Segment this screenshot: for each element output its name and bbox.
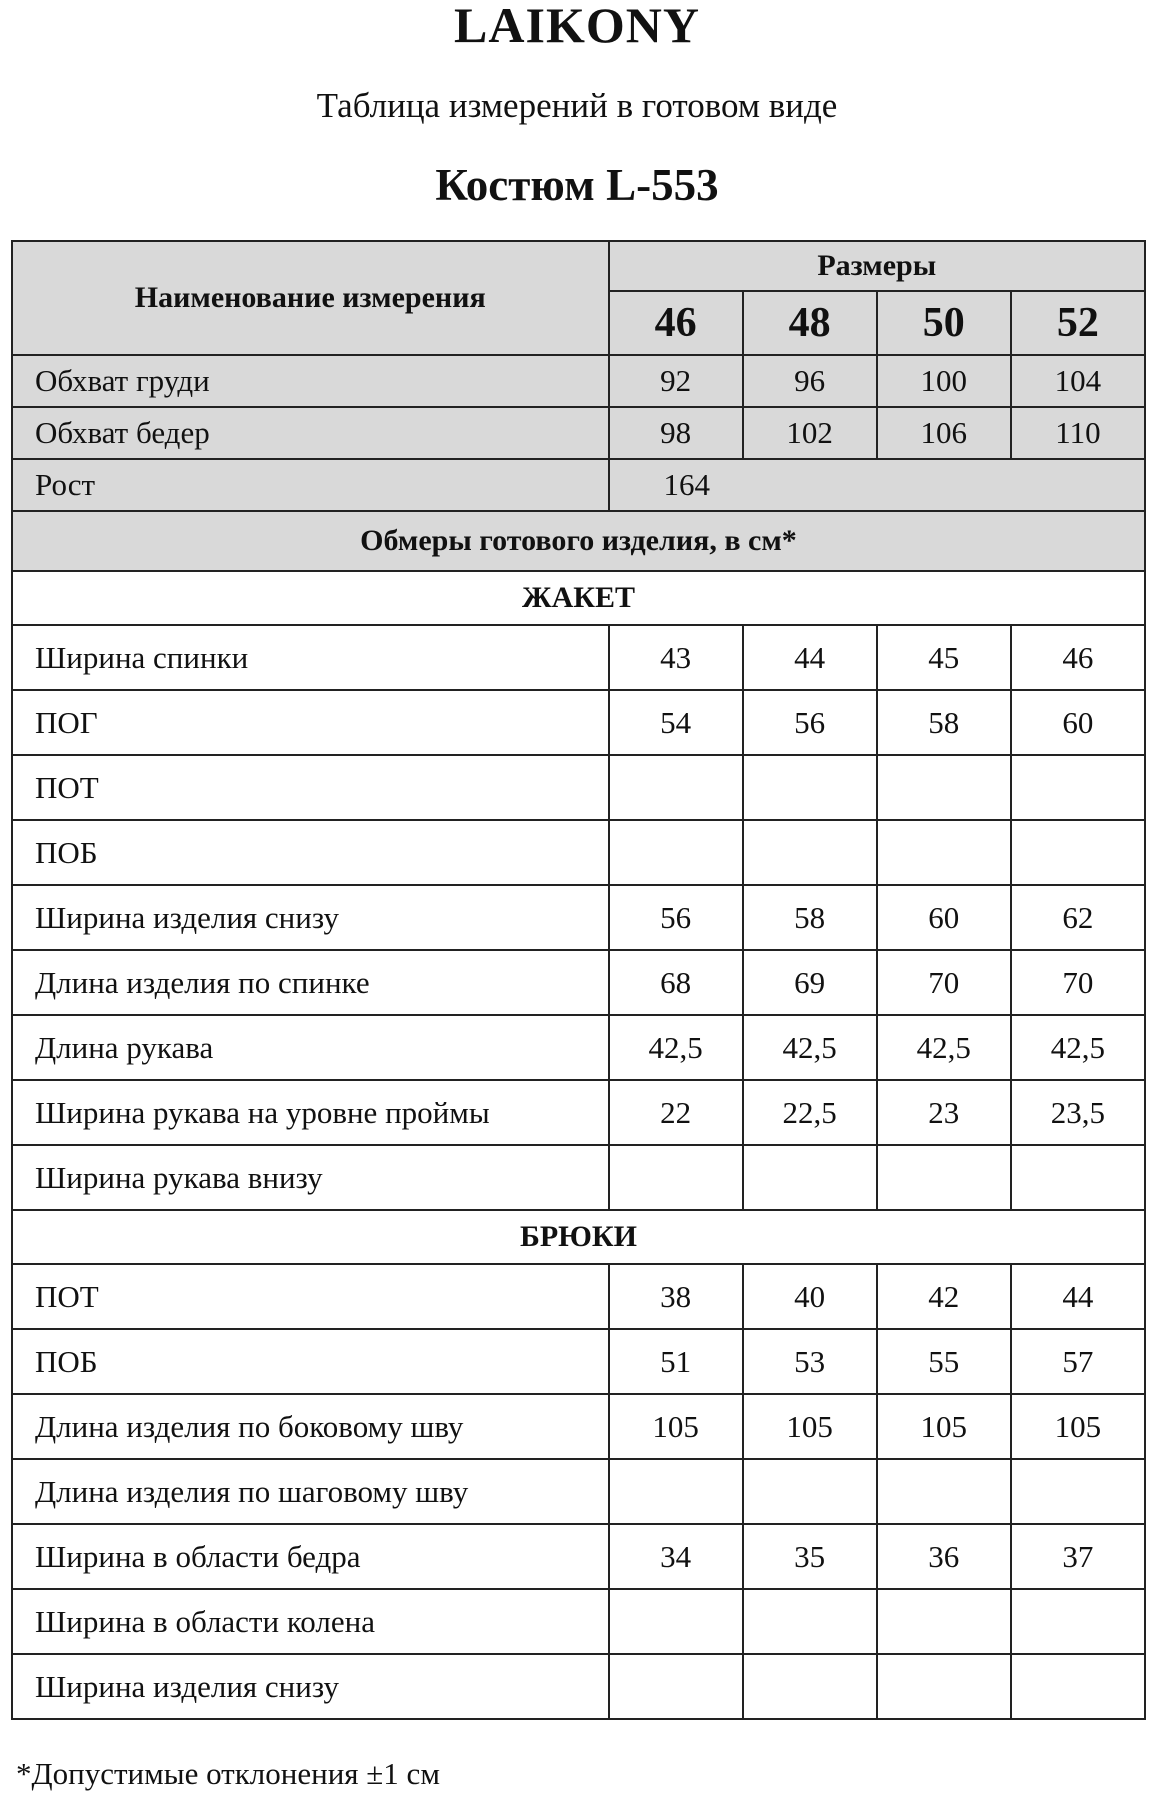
table-row [12,1459,1145,1524]
table-row [12,625,1145,690]
group-title: ЖАКЕТ [12,571,1145,625]
row-value [877,820,1011,885]
row-value [743,1654,877,1719]
header-size: 48 [743,291,877,355]
row-value: 34 [609,1524,743,1589]
row-value [609,1589,743,1654]
row-value [743,820,877,885]
row-value: 56 [743,690,877,755]
row-value: 96 [743,355,877,407]
row-name: Ширина изделия снизу [12,885,609,950]
row-name: Ширина в области колена [12,1589,609,1654]
row-value [609,755,743,820]
row-value: 40 [743,1264,877,1329]
header-measurement-name: Наименование измерения [12,241,609,355]
row-value [609,1145,743,1210]
group-row-jacket [12,571,1145,625]
row-value: 110 [1011,407,1145,459]
header-size: 46 [609,291,743,355]
row-value: 102 [743,407,877,459]
product-title: Костюм L-553 [435,160,719,210]
row-value: 44 [1011,1264,1145,1329]
row-value: 37 [1011,1524,1145,1589]
table-row [12,1589,1145,1654]
row-value [743,1459,877,1524]
row-name: ПОТ [12,755,609,820]
row-name: Рост [12,459,609,511]
group-title: БРЮКИ [12,1210,1145,1264]
row-value [1011,755,1145,820]
row-value: 56 [609,885,743,950]
row-value: 105 [877,1394,1011,1459]
row-value: 42,5 [743,1015,877,1080]
row-value: 43 [609,625,743,690]
row-name: Ширина в области бедра [12,1524,609,1589]
row-value: 104 [1011,355,1145,407]
row-name: ПОБ [12,1329,609,1394]
row-value: 42 [877,1264,1011,1329]
row-value: 58 [877,690,1011,755]
row-value: 57 [1011,1329,1145,1394]
row-value: 100 [877,355,1011,407]
row-value: 44 [743,625,877,690]
row-value [743,755,877,820]
row-value: 42,5 [609,1015,743,1080]
group-row-trousers [12,1210,1145,1264]
row-value [1011,820,1145,885]
table-row [12,820,1145,885]
row-value: 23,5 [1011,1080,1145,1145]
row-value: 42,5 [877,1015,1011,1080]
row-value [609,1459,743,1524]
table-row [12,1264,1145,1329]
row-name: Ширина изделия снизу [12,1654,609,1719]
row-value: 45 [877,625,1011,690]
row-name: Длина изделия по боковому шву [12,1394,609,1459]
table-header [12,241,1145,355]
table-row [12,1654,1145,1719]
row-value: 35 [743,1524,877,1589]
row-value: 58 [743,885,877,950]
row-name: ПОТ [12,1264,609,1329]
row-value [609,1654,743,1719]
tolerance-footnote: *Допустимые отклонения ±1 см [16,1756,440,1791]
row-value: 53 [743,1329,877,1394]
brand-title: LAIKONY [454,0,700,53]
section-title: Обмеры готового изделия, в см* [12,511,1145,571]
header-size: 50 [877,291,1011,355]
row-value: 69 [743,950,877,1015]
size-chart-table [11,240,1146,1720]
row-value: 98 [609,407,743,459]
row-value: 105 [743,1394,877,1459]
table-body [12,355,1145,1719]
row-value [1011,1145,1145,1210]
row-value: 55 [877,1329,1011,1394]
row-value: 106 [877,407,1011,459]
row-name: Длина рукава [12,1015,609,1080]
row-name: Обхват бедер [12,407,609,459]
row-value [1011,1654,1145,1719]
row-name: Ширина рукава внизу [12,1145,609,1210]
header-size: 52 [1011,291,1145,355]
row-value: 92 [609,355,743,407]
row-value: 46 [1011,625,1145,690]
table-row [12,885,1145,950]
row-name: ПОГ [12,690,609,755]
row-value: 36 [877,1524,1011,1589]
row-value: 23 [877,1080,1011,1145]
row-value: 22 [609,1080,743,1145]
table-row [12,1394,1145,1459]
row-value: 62 [1011,885,1145,950]
row-value: 54 [609,690,743,755]
row-value: 105 [609,1394,743,1459]
row-value: 60 [877,885,1011,950]
row-name: Обхват груди [12,355,609,407]
row-name: Ширина спинки [12,625,609,690]
row-value: 70 [877,950,1011,1015]
row-value: 68 [609,950,743,1015]
row-value [877,1654,1011,1719]
row-value [877,1145,1011,1210]
row-value [877,1459,1011,1524]
table-row [12,755,1145,820]
row-value: 42,5 [1011,1015,1145,1080]
row-value: 38 [609,1264,743,1329]
row-value [1011,1459,1145,1524]
table-row [12,1524,1145,1589]
row-value: 70 [1011,950,1145,1015]
row-value: 22,5 [743,1080,877,1145]
row-value [1011,1589,1145,1654]
row-value: 60 [1011,690,1145,755]
table-row [12,950,1145,1015]
row-value [743,1589,877,1654]
table-row [12,1145,1145,1210]
table-row [12,1015,1145,1080]
row-name: Ширина рукава на уровне проймы [12,1080,609,1145]
row-name: Длина изделия по шаговому шву [12,1459,609,1524]
row-value [609,820,743,885]
header-sizes: Размеры [609,241,1145,291]
page-subtitle: Таблица измерений в готовом виде [316,86,838,125]
row-value [877,755,1011,820]
row-value: 105 [1011,1394,1145,1459]
table-row-height [12,459,1145,511]
row-value [877,1589,1011,1654]
table-row [12,1080,1145,1145]
row-value: 164 [609,459,1145,511]
row-value [743,1145,877,1210]
table-row [12,407,1145,459]
row-name: ПОБ [12,820,609,885]
table-row [12,1329,1145,1394]
table-row [12,690,1145,755]
row-name: Длина изделия по спинке [12,950,609,1015]
section-row [12,511,1145,571]
row-value: 51 [609,1329,743,1394]
table-row [12,355,1145,407]
